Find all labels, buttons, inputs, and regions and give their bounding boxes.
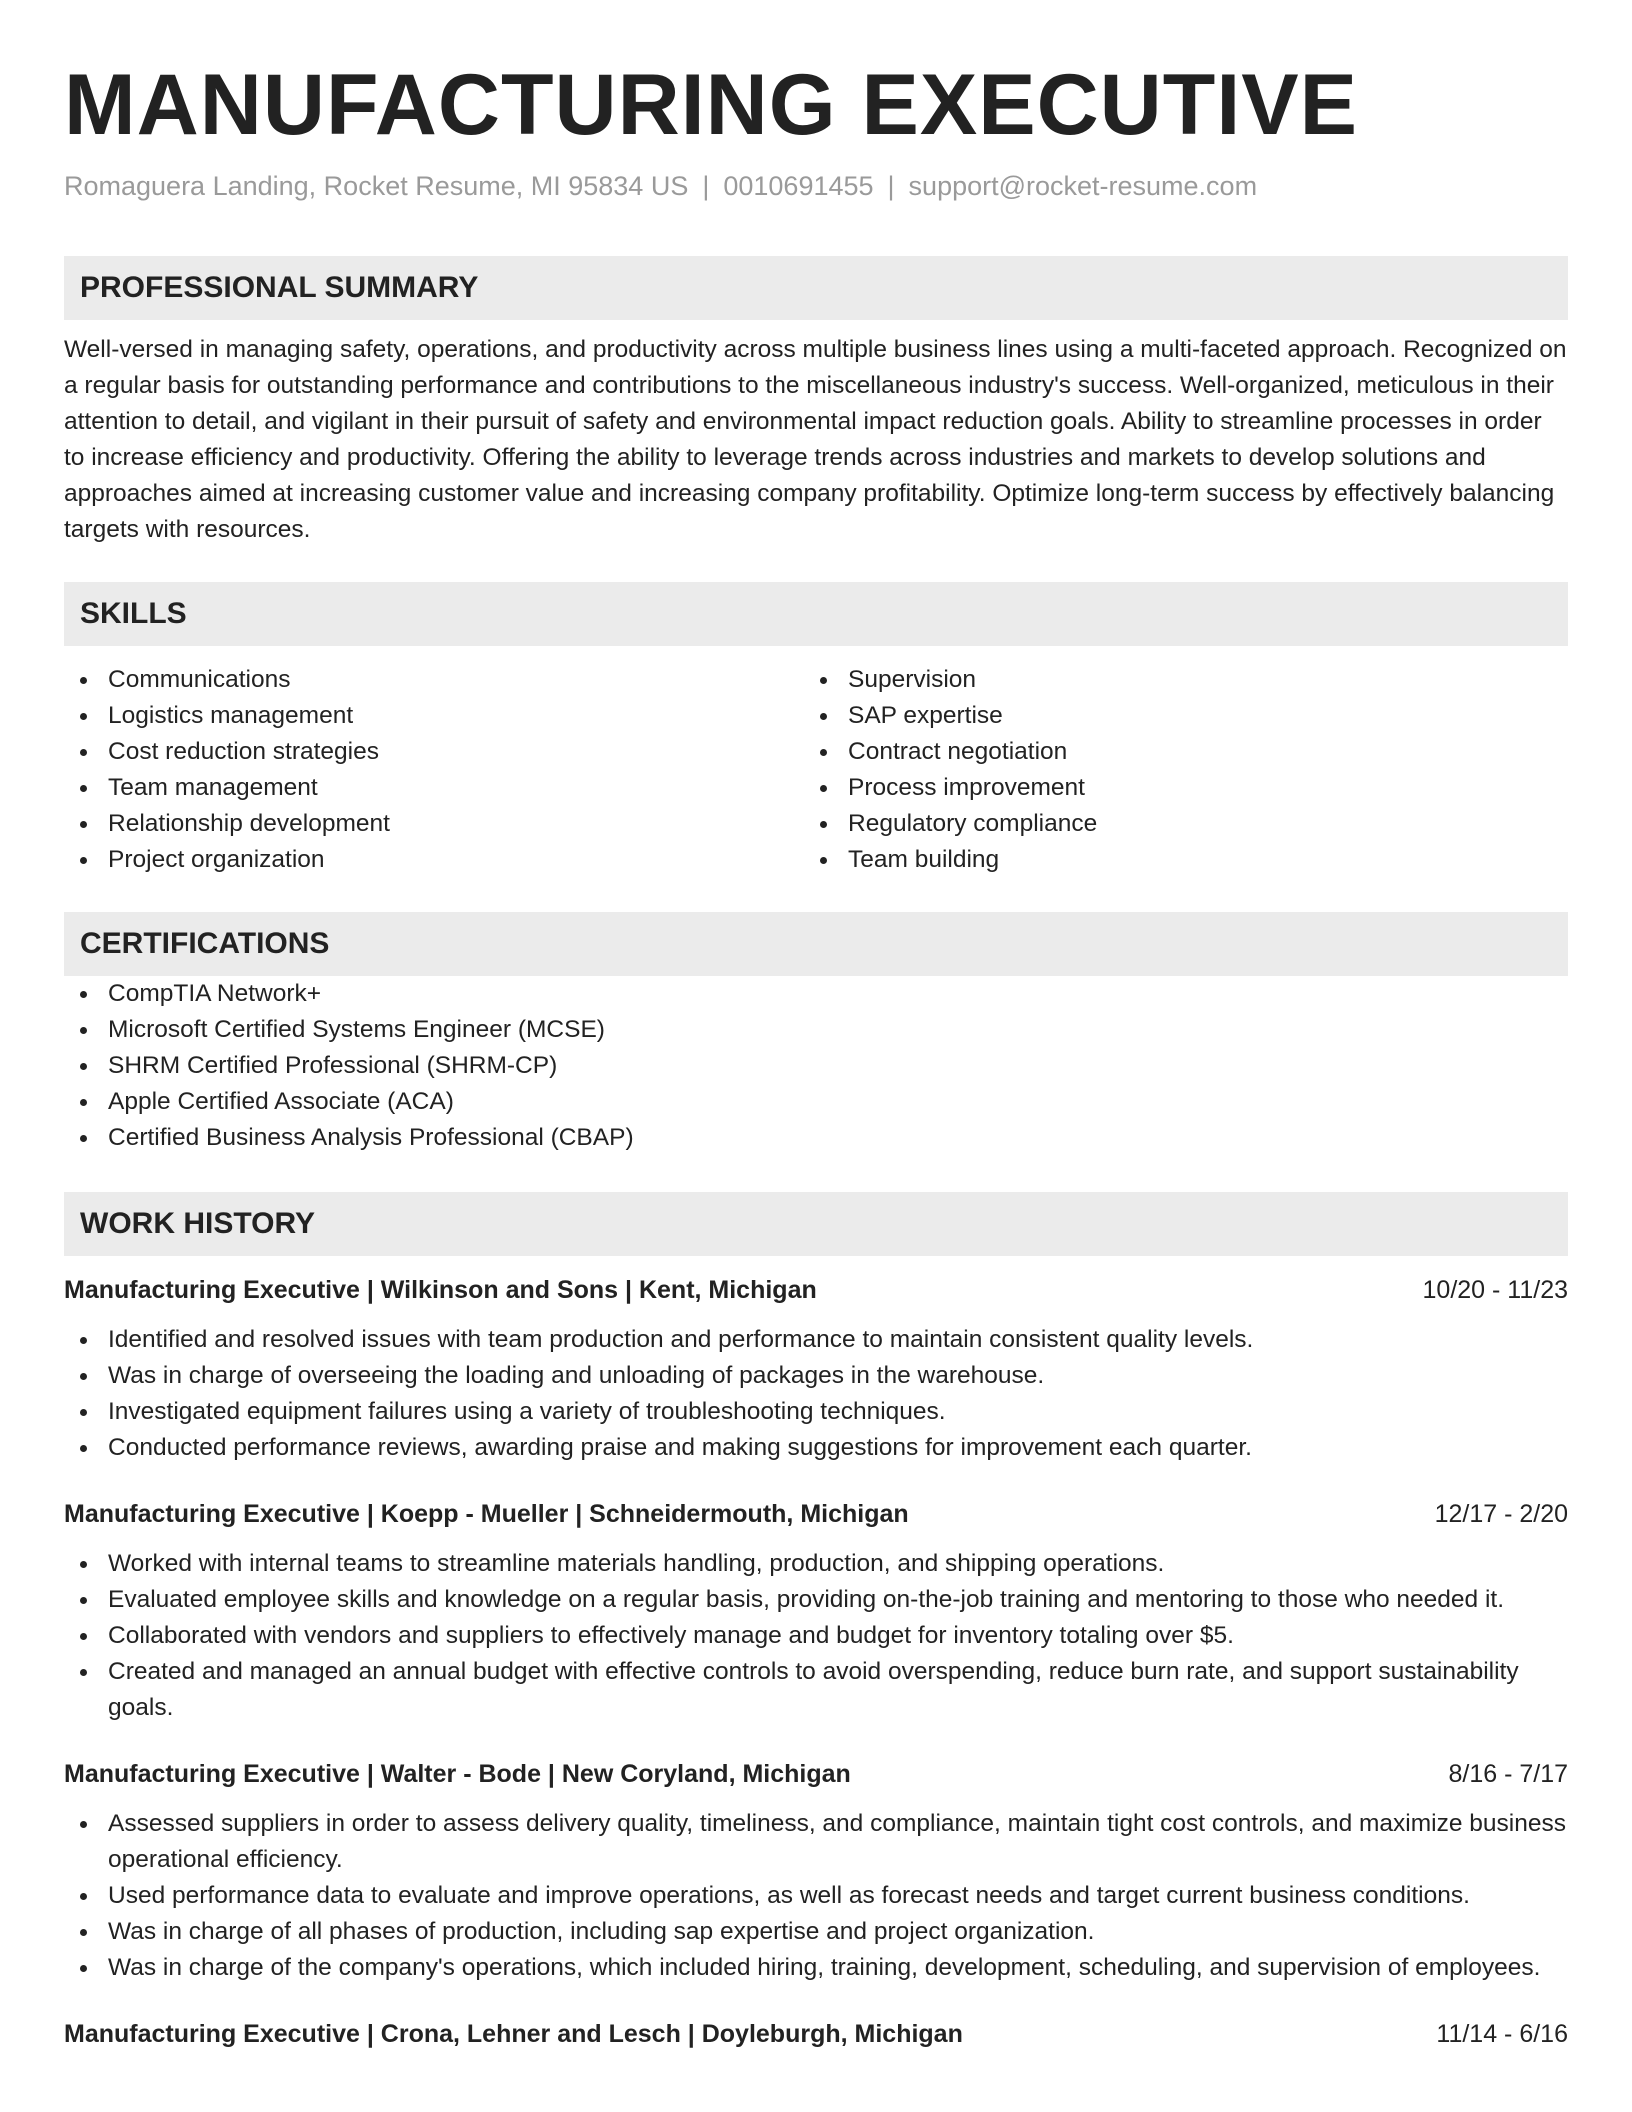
job-header (64, 1756, 1568, 1792)
contact-phone: 0010691455 (723, 171, 874, 201)
job-bullets (64, 1322, 1568, 1466)
job-dates: 11/14 - 6/16 (1436, 2020, 1568, 2048)
skills-heading: SKILLS (64, 582, 1568, 646)
contact-email: support@rocket-resume.com (908, 171, 1258, 201)
skill-item: Team management (64, 770, 804, 806)
summary-text: Well-versed in managing safety, operations, and productivity across multiple business lines using a multi-faceted approach. Recognized on a regular basis for outstanding performance and contributions to the miscellaneous industry's success. Well-organized, meticulous in their attention to detail, and vigilant in their pursuit of safety and environmental impact reduction goals. Ability to streamline processes in order to increase efficiency and productivity. Offering the ability to leverage trends across industries and markets to develop solutions and approaches aimed at increasing customer value and increasing company profitability. Optimize long-term success by effectively balancing targets with resources. (64, 336, 1567, 543)
job-entry (64, 1756, 1568, 1986)
job-bullet: Was in charge of all phases of production, including sap expertise and project organization. (64, 1914, 1568, 1950)
job-title: Manufacturing Executive | Crona, Lehner and Lesch | Doyleburgh, Michigan (64, 2020, 963, 2048)
certifications-heading: CERTIFICATIONS (64, 912, 1568, 976)
contact-separator: | (887, 171, 895, 201)
job-header (64, 2016, 1568, 2052)
skills-list-left (64, 662, 804, 878)
certification-item: Apple Certified Associate (ACA) (64, 1084, 1568, 1120)
skills-grid (64, 662, 1568, 878)
skill-item: Project organization (64, 842, 804, 878)
job-title: Manufacturing Executive | Wilkinson and Sons | Kent, Michigan (64, 1276, 817, 1304)
certification-item: CompTIA Network+ (64, 976, 1568, 1012)
summary-heading: PROFESSIONAL SUMMARY (64, 256, 1568, 320)
skills-list-right (804, 662, 1544, 878)
job-bullet: Was in charge of the company's operations, which included hiring, training, development, scheduling, and supervision of employees. (64, 1950, 1568, 1986)
job-bullet: Collaborated with vendors and suppliers to effectively manage and budget for inventory totaling over $5. (64, 1618, 1568, 1654)
skill-item: Process improvement (804, 770, 1544, 806)
job-header (64, 1496, 1568, 1532)
job-dates: 10/20 - 11/23 (1422, 1276, 1568, 1304)
skill-item: Logistics management (64, 698, 804, 734)
skill-item: Supervision (804, 662, 1544, 698)
skill-item: Contract negotiation (804, 734, 1544, 770)
resume-name: MANUFACTURING EXECUTIVE (64, 57, 1358, 153)
certification-item: SHRM Certified Professional (SHRM-CP) (64, 1048, 1568, 1084)
job-header (64, 1272, 1568, 1308)
job-entry (64, 2016, 1568, 2052)
job-entry (64, 1496, 1568, 1726)
job-bullet: Evaluated employee skills and knowledge on a regular basis, providing on-the-job training and mentoring to those who needed it. (64, 1582, 1568, 1618)
job-bullets (64, 1806, 1568, 1986)
certification-item: Certified Business Analysis Professional (CBAP) (64, 1120, 1568, 1156)
job-bullet: Created and managed an annual budget with effective controls to avoid overspending, reduce burn rate, and support sustainability goals. (64, 1654, 1568, 1726)
skill-item: Regulatory compliance (804, 806, 1544, 842)
job-dates: 8/16 - 7/17 (1448, 1760, 1568, 1788)
work-history-heading: WORK HISTORY (64, 1192, 1568, 1256)
job-title: Manufacturing Executive | Koepp - Mueller | Schneidermouth, Michigan (64, 1500, 909, 1528)
job-entry (64, 1272, 1568, 1466)
job-title: Manufacturing Executive | Walter - Bode | New Coryland, Michigan (64, 1760, 851, 1788)
job-bullets (64, 1546, 1568, 1726)
job-bullet: Conducted performance reviews, awarding praise and making suggestions for improvement each quarter. (64, 1430, 1568, 1466)
skill-item: Cost reduction strategies (64, 734, 804, 770)
job-bullet: Worked with internal teams to streamline materials handling, production, and shipping operations. (64, 1546, 1568, 1582)
contact-line (64, 168, 1568, 204)
job-bullet: Was in charge of overseeing the loading and unloading of packages in the warehouse. (64, 1358, 1568, 1394)
certifications-list (64, 976, 1568, 1156)
certification-item: Microsoft Certified Systems Engineer (MCSE) (64, 1012, 1568, 1048)
skill-item: Relationship development (64, 806, 804, 842)
job-bullet: Assessed suppliers in order to assess delivery quality, timeliness, and compliance, maintain tight cost controls, and maximize business operational efficiency. (64, 1806, 1568, 1878)
skill-item: Communications (64, 662, 804, 698)
contact-address: Romaguera Landing, Rocket Resume, MI 95834 US (64, 171, 689, 201)
job-dates: 12/17 - 2/20 (1434, 1500, 1568, 1528)
job-bullet: Identified and resolved issues with team production and performance to maintain consistent quality levels. (64, 1322, 1568, 1358)
skill-item: Team building (804, 842, 1544, 878)
contact-separator: | (702, 171, 710, 201)
skill-item: SAP expertise (804, 698, 1544, 734)
job-bullet: Used performance data to evaluate and improve operations, as well as forecast needs and target current business conditions. (64, 1878, 1568, 1914)
job-bullet: Investigated equipment failures using a variety of troubleshooting techniques. (64, 1394, 1568, 1430)
